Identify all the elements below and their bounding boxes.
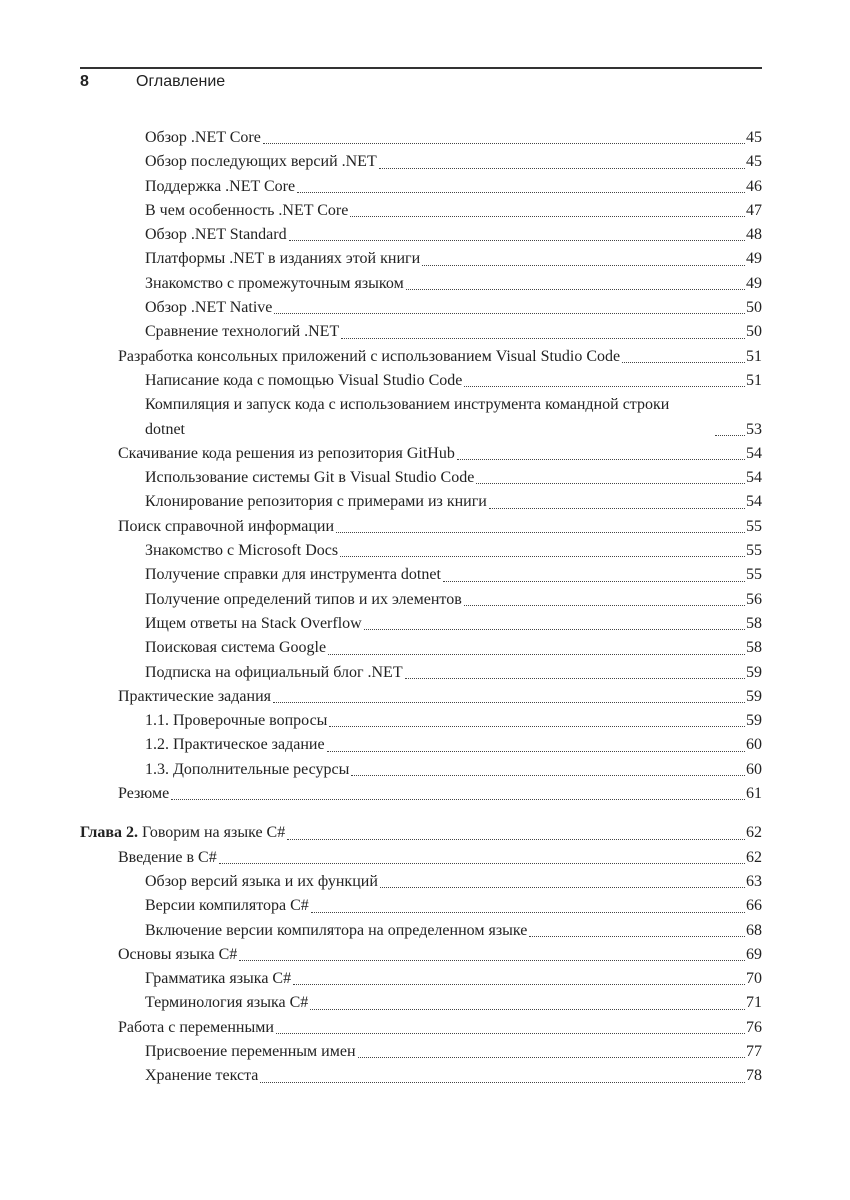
dot-leader — [311, 912, 745, 913]
toc-entry-text: Сравнение технологий .NET — [145, 323, 340, 341]
toc-entry[interactable] — [80, 466, 762, 490]
toc-entry[interactable] — [80, 661, 762, 685]
toc-entry-text: Поддержка .NET Core — [145, 177, 296, 195]
toc-page-number: 54 — [746, 493, 762, 511]
dot-leader — [171, 799, 745, 800]
toc-entry-text: Грамматика языка C# — [145, 970, 292, 988]
toc-entry[interactable] — [80, 320, 762, 344]
toc-entry-title — [118, 685, 271, 709]
toc-entry[interactable] — [80, 296, 762, 320]
chapter-label: Глава 2. — [80, 824, 138, 842]
toc-entry-text: Обзор .NET Core — [145, 129, 261, 146]
toc-page-number: 58 — [746, 639, 762, 657]
dot-leader — [422, 265, 745, 266]
dot-leader — [350, 216, 745, 217]
toc-entry[interactable] — [80, 369, 762, 393]
toc-entry[interactable] — [80, 943, 762, 967]
table-of-contents — [80, 126, 762, 1089]
toc-page-number: 62 — [746, 848, 762, 866]
dot-leader — [457, 459, 745, 460]
toc-entry-text: Обзор последующих версий .NET — [145, 153, 377, 171]
dot-leader — [351, 775, 745, 776]
dot-leader — [364, 629, 745, 630]
toc-entry-text: Написание кода с помощью Visual Studio Code — [145, 371, 463, 389]
dot-leader — [310, 1009, 745, 1010]
dot-leader — [489, 508, 745, 509]
dot-leader — [289, 240, 745, 241]
toc-entry-title — [145, 1040, 356, 1064]
toc-chapter-entry[interactable] — [80, 821, 762, 845]
running-title: Оглавление — [136, 73, 226, 90]
toc-entry[interactable] — [80, 223, 762, 247]
toc-page-number: 69 — [746, 945, 762, 963]
dot-leader — [287, 839, 745, 840]
toc-page-number: 56 — [746, 590, 762, 608]
dot-leader — [260, 1082, 745, 1083]
toc-entry[interactable] — [80, 870, 762, 894]
toc-entry-title — [145, 393, 713, 442]
toc-entry-title — [145, 320, 339, 344]
toc-page-number: 50 — [746, 323, 762, 341]
toc-entry-title — [145, 612, 362, 636]
toc-page-number: 54 — [746, 469, 762, 487]
toc-entry-text: Знакомство с Microsoft Docs — [145, 542, 339, 560]
toc-page-number: 58 — [746, 614, 762, 632]
running-header — [80, 73, 225, 91]
toc-entry-text: 1.2. Практическое задание — [145, 736, 325, 754]
dot-leader — [219, 863, 745, 864]
toc-entry-title — [145, 563, 441, 587]
toc-entry-text: Обзор .NET Standard — [145, 226, 287, 244]
toc-entry-text: Использование системы Git в Visual Studio Code — [145, 469, 475, 487]
toc-entry-title — [145, 490, 487, 514]
dot-leader — [273, 702, 745, 703]
toc-page-number: 59 — [746, 712, 762, 730]
toc-entry-text: Обзор .NET Native — [145, 299, 273, 317]
toc-page-number: 59 — [746, 687, 762, 705]
toc-entry[interactable] — [80, 515, 762, 539]
toc-entry-text: Скачивание кода решения из репозитория GitHub — [118, 444, 455, 462]
toc-entry[interactable] — [80, 199, 762, 223]
toc-entry-text: 1.3. Дополнительные ресурсы — [145, 760, 350, 778]
toc-entry-title — [118, 943, 237, 967]
toc-entry-text: Говорим на языке C# — [142, 824, 286, 842]
toc-entry[interactable] — [80, 345, 762, 369]
toc-page-number: 50 — [746, 299, 762, 317]
dot-leader — [405, 678, 745, 679]
toc-entry[interactable] — [80, 967, 762, 991]
toc-entry-text: Практические задания — [118, 687, 272, 705]
toc-entry[interactable] — [80, 846, 762, 870]
toc-entry[interactable] — [80, 709, 762, 733]
toc-entry-text: Присвоение переменным имен — [145, 1042, 356, 1060]
toc-entry-title — [145, 588, 462, 612]
toc-entry-title — [118, 846, 217, 870]
toc-entry-text: Компиляция и запуск кода с использованием инструмента командной строки dotnet — [145, 396, 670, 438]
toc-page-number: 66 — [746, 897, 762, 915]
toc-page-number: 70 — [746, 970, 762, 988]
toc-page-number: 68 — [746, 921, 762, 939]
dot-leader — [380, 887, 745, 888]
toc-entry[interactable] — [80, 272, 762, 296]
toc-entry-text: Ищем ответы на Stack Overflow — [145, 614, 362, 632]
dot-leader — [297, 192, 745, 193]
toc-entry[interactable] — [80, 539, 762, 563]
toc-entry-title — [145, 636, 326, 660]
dot-leader — [406, 289, 745, 290]
toc-entry-text: Поиск справочной информации — [118, 517, 335, 535]
dot-leader — [293, 984, 745, 985]
dot-leader — [379, 168, 745, 169]
toc-entry-title — [145, 991, 308, 1015]
toc-entry[interactable] — [80, 442, 762, 466]
toc-page-number: 60 — [746, 760, 762, 778]
dot-leader — [327, 751, 745, 752]
toc-entry-title — [145, 175, 295, 199]
toc-page-number: 54 — [746, 444, 762, 462]
toc-page-number: 51 — [746, 371, 762, 389]
toc-entry-text: В чем особенность .NET Core — [145, 201, 349, 219]
toc-entry-title — [145, 466, 474, 490]
toc-entry-text: Терминология языка C# — [145, 994, 309, 1012]
toc-entry-text: Поисковая система Google — [145, 639, 327, 657]
dot-leader — [336, 532, 745, 533]
toc-entry-title — [145, 296, 272, 320]
toc-entry-text: Получение определений типов и их элементов — [145, 590, 462, 608]
toc-entry[interactable] — [80, 1040, 762, 1064]
dot-leader — [529, 936, 745, 937]
toc-entry[interactable] — [80, 636, 762, 660]
toc-entry-text: Подписка на официальный блог .NET — [145, 663, 403, 681]
toc-entry-title — [145, 758, 349, 782]
header-rule — [80, 67, 762, 69]
toc-entry-text: Включение версии компилятора на определенном языке — [145, 921, 528, 939]
toc-page-number: 62 — [746, 824, 762, 842]
toc-entry-title — [145, 247, 420, 271]
dot-leader — [358, 1057, 745, 1058]
toc-page-number: 49 — [746, 250, 762, 268]
toc-page-number: 55 — [746, 542, 762, 560]
toc-entry[interactable] — [80, 490, 762, 514]
toc-entry[interactable] — [80, 150, 762, 174]
toc-entry[interactable] — [80, 685, 762, 709]
toc-entry-text: Резюме — [118, 785, 170, 803]
dot-leader — [443, 581, 745, 582]
toc-entry[interactable] — [80, 782, 762, 806]
toc-entry-title — [145, 369, 462, 393]
toc-entry[interactable] — [80, 733, 762, 757]
toc-entry[interactable] — [80, 175, 762, 199]
toc-entry[interactable] — [80, 1016, 762, 1040]
toc-entry-title — [145, 272, 404, 296]
dot-leader — [274, 313, 745, 314]
toc-entry-title — [145, 126, 261, 150]
dot-leader — [276, 1033, 745, 1034]
toc-entry-title — [145, 709, 327, 733]
dot-leader — [328, 654, 745, 655]
toc-entry-text: Платформы .NET в изданиях этой книги — [145, 250, 421, 268]
chapter-gap — [80, 806, 762, 821]
toc-entry-title — [145, 539, 338, 563]
toc-entry[interactable] — [80, 612, 762, 636]
toc-entry-title — [145, 661, 403, 685]
toc-entry-title — [145, 919, 527, 943]
toc-entry[interactable] — [80, 894, 762, 918]
toc-entry-title — [118, 782, 169, 806]
toc-page-number: 49 — [746, 274, 762, 292]
toc-page-number: 63 — [746, 872, 762, 890]
dot-leader — [464, 605, 745, 606]
toc-entry[interactable] — [80, 126, 762, 150]
toc-entry-text: Обзор версий языка и их функций — [145, 872, 378, 890]
toc-page-number: 47 — [746, 201, 762, 219]
toc-page-number: 46 — [746, 177, 762, 195]
toc-page-number: 55 — [746, 566, 762, 584]
dot-leader — [239, 960, 745, 961]
toc-entry-title — [145, 967, 291, 991]
toc-entry[interactable] — [80, 563, 762, 587]
toc-page-number: 76 — [746, 1018, 762, 1036]
toc-entry-title — [145, 894, 309, 918]
toc-entry-text: Получение справки для инструмента dotnet — [145, 566, 441, 584]
toc-page-number: 78 — [746, 1067, 762, 1085]
toc-entry-title — [118, 515, 334, 539]
dot-leader — [622, 362, 745, 363]
dot-leader — [341, 338, 745, 339]
toc-entry-text: Клонирование репозитория с примерами из книги — [145, 493, 487, 511]
dot-leader — [340, 556, 745, 557]
toc-entry-title — [145, 150, 377, 174]
toc-entry-title — [118, 442, 455, 466]
toc-entry-text: Разработка консольных приложений с использованием Visual Studio Code — [118, 347, 621, 365]
toc-page-number: 45 — [746, 129, 762, 146]
toc-page-number: 55 — [746, 517, 762, 535]
dot-leader — [715, 435, 745, 436]
toc-entry-text: Знакомство с промежуточным языком — [145, 274, 404, 292]
toc-entry-title — [118, 1016, 274, 1040]
toc-entry-title — [145, 223, 287, 247]
toc-entry-text: Хранение текста — [145, 1067, 259, 1085]
toc-entry-text: Работа с переменными — [118, 1018, 274, 1036]
toc-page-number: 77 — [746, 1042, 762, 1060]
toc-entry-title — [118, 345, 620, 369]
toc-page-number: 61 — [746, 785, 762, 803]
toc-page-number: 48 — [746, 226, 762, 244]
dot-leader — [476, 483, 745, 484]
toc-page-number: 53 — [746, 420, 762, 438]
toc-entry[interactable] — [80, 919, 762, 943]
toc-entry-text: Версии компилятора C# — [145, 897, 309, 915]
toc-entry-title — [145, 199, 348, 223]
toc-entry[interactable] — [80, 758, 762, 782]
toc-entry[interactable] — [80, 1064, 762, 1088]
toc-entry[interactable] — [80, 991, 762, 1015]
toc-entry-text: 1.1. Проверочные вопросы — [145, 712, 328, 730]
toc-entry-text: Основы языка C# — [118, 945, 238, 963]
toc-entry[interactable] — [80, 247, 762, 271]
toc-entry[interactable] — [80, 393, 762, 442]
dot-leader — [464, 386, 745, 387]
toc-page-number: 71 — [746, 994, 762, 1012]
toc-entry-title — [145, 733, 325, 757]
page-number: 8 — [80, 73, 89, 90]
toc-page-number: 45 — [746, 153, 762, 171]
toc-entry[interactable] — [80, 588, 762, 612]
dot-leader — [329, 726, 745, 727]
toc-page-number: 60 — [746, 736, 762, 754]
dot-leader — [263, 143, 745, 144]
toc-page-number: 51 — [746, 347, 762, 365]
toc-entry-title — [145, 1064, 258, 1088]
toc-entry-text: Введение в C# — [118, 848, 217, 866]
toc-entry-title — [80, 821, 285, 845]
toc-entry-title — [145, 870, 378, 894]
toc-page-number: 59 — [746, 663, 762, 681]
